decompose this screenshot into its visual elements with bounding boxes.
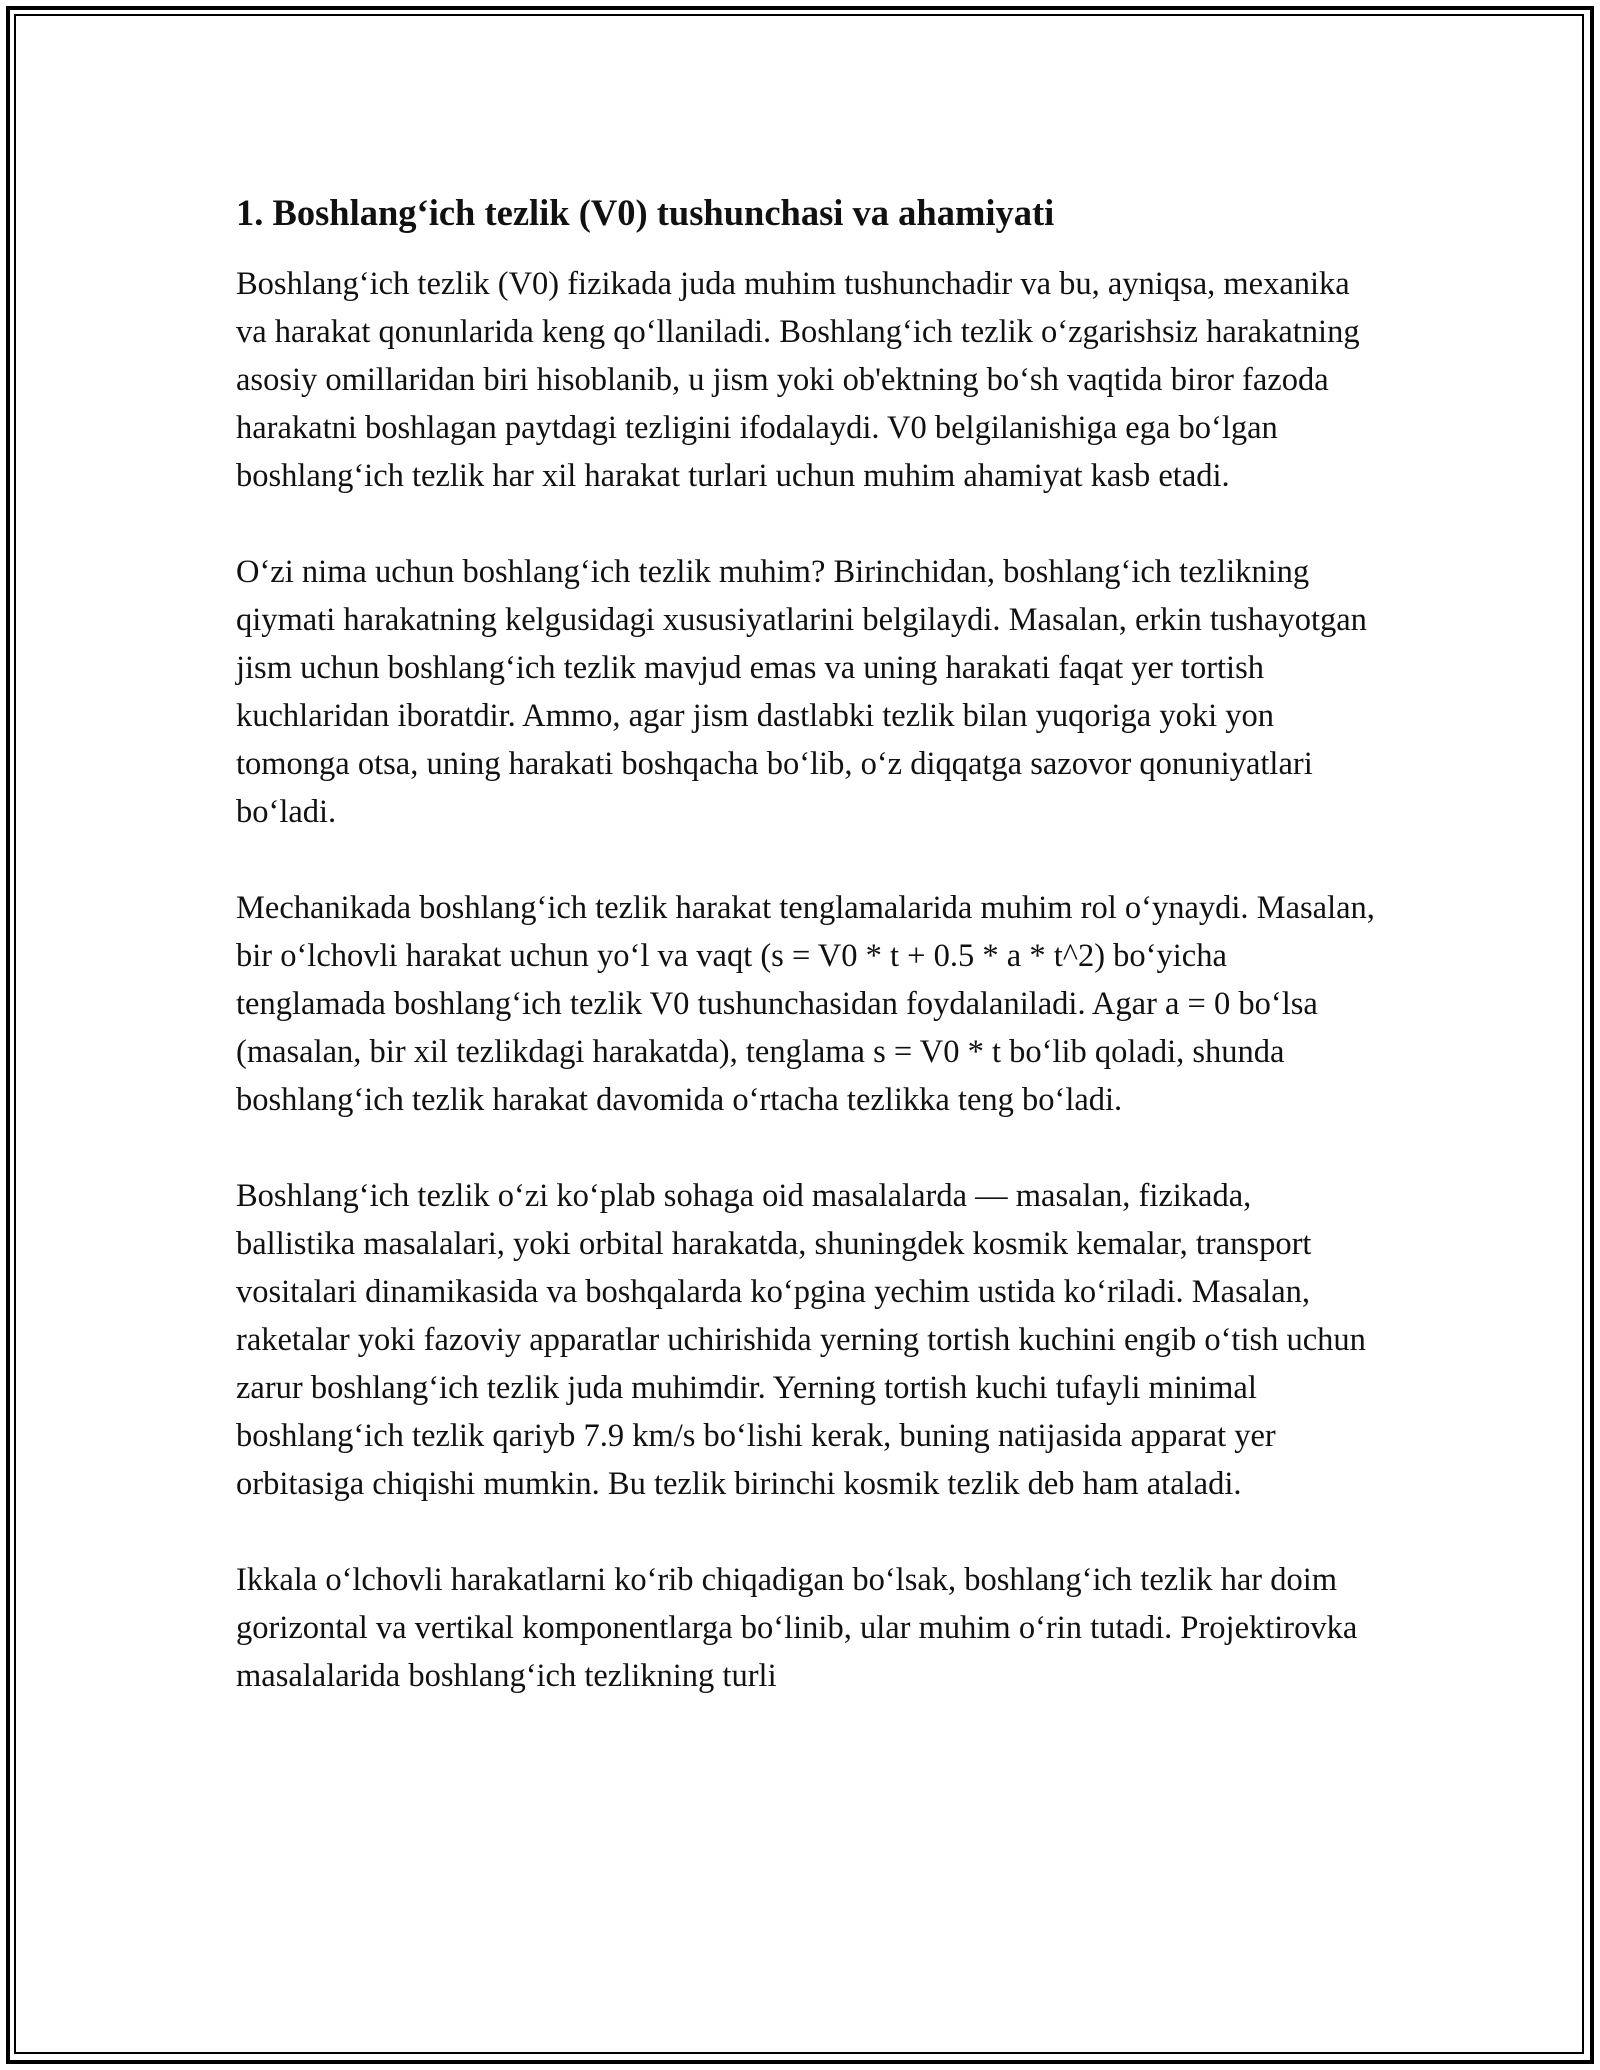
- paragraph-1: Boshlang‘ich tezlik (V0) fizikada juda muhim tushunchadir va bu, ayniqsa, mexanika va harakat qonunlarida keng qo‘llaniladi. Boshlang‘ich tezlik o‘zgarishsiz harakatning asosiy omillaridan biri hisoblanib, u jism yoki ob'ektning bo‘sh vaqtida biror fazoda harakatni boshlagan paytdagi tezligini ifodalaydi. V0 belgilanishiga ega bo‘lgan boshlang‘ich tezlik har xil harakat turlari uchun muhim ahamiyat kasb etadi.: [236, 266, 1360, 494]
- paragraph-5: Ikkala o‘lchovli harakatlarni ko‘rib chiqadigan bo‘lsak, boshlang‘ich tezlik har doim gorizontal va vertikal komponentlarga bo‘linib, ular muhim o‘rin tutadi. Projektirovka masalalarida boshlang‘ich tezlikning turli: [236, 1562, 1358, 1694]
- paragraph-2: O‘zi nima uchun boshlang‘ich tezlik muhim? Birinchidan, boshlang‘ich tezlikning qiymati harakatning kelgusidagi xususiyatlarini belgilaydi. Masalan, erkin tushayotgan jism uchun boshlang‘ich tezlik mavjud emas va uning harakati faqat yer tortish kuchlaridan iboratdir. Ammo, agar jism dastlabki tezlik bilan yuqoriga yoki yon tomonga otsa, uning harakati boshqacha bo‘lib, o‘z diqqatga sazovor qonuniyatlari bo‘ladi.: [236, 554, 1367, 830]
- paragraph-3: Mechanikada boshlang‘ich tezlik harakat tenglamalarida muhim rol o‘ynaydi. Masalan, bir o‘lchovli harakat uchun yo‘l va vaqt (s = V0 * t + 0.5 * a * t^2) bo‘yicha tenglamada boshlang‘ich tezlik V0 tushunchasidan foydalaniladi. Agar a = 0 bo‘lsa (masalan, bir xil tezlikdagi harakatda), tenglama s = V0 * t bo‘lib qoladi, shunda boshlang‘ich tezlik harakat davomida o‘rtacha tezlikka teng bo‘ladi.: [236, 890, 1375, 1118]
- paragraph-4: Boshlang‘ich tezlik o‘zi ko‘plab sohaga oid masalalarda — masalan, fizikada, ballistika masalalari, yoki orbital harakatda, shuningdek kosmik kemalar, transport vositalari dinamikasida va boshqalarda ko‘pgina yechim ustida ko‘riladi. Masalan, raketalar yoki fazoviy apparatlar uchirishida yerning tortish kuchini engib o‘tish uchun zarur boshlang‘ich tezlik juda muhimdir. Yerning tortish kuchi tufayli minimal boshlang‘ich tezlik qariyb 7.9 km/s bo‘lishi kerak, buning natijasida apparat yer orbitasiga chiqishi mumkin. Bu tezlik birinchi kosmik tezlik deb ham ataladi.: [236, 1178, 1366, 1502]
- document-body: [236, 188, 1376, 1748]
- section-heading: 1. Boshlang‘ich tezlik (V0) tushunchasi va ahamiyati: [236, 192, 1055, 233]
